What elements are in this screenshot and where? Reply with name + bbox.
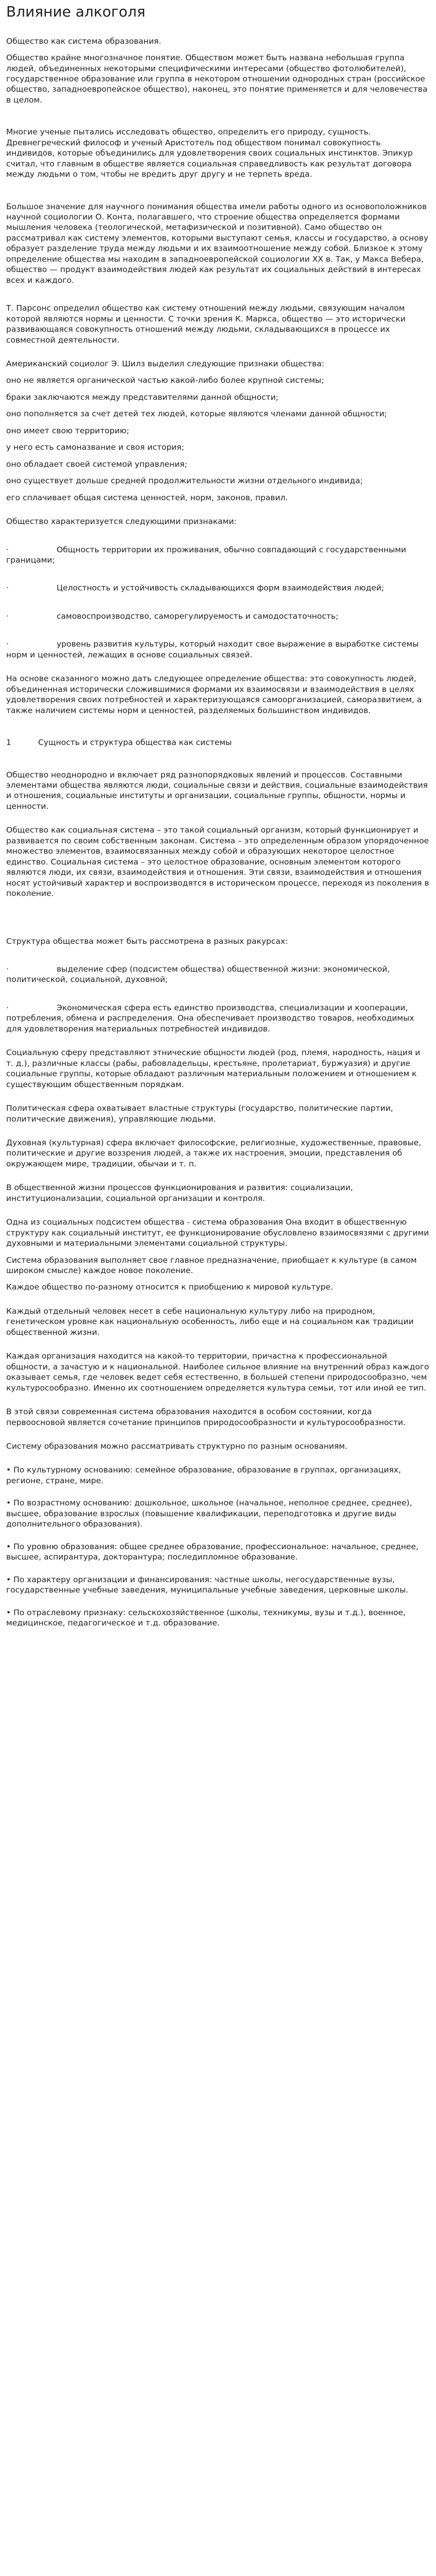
page-title: Влияние алкоголя xyxy=(6,3,146,20)
bullet-item xyxy=(6,1003,430,1034)
paragraph: Систему образования можно рассматривать структурно по разным основаниям. xyxy=(6,1442,347,1451)
list-item: у него есть самоназвание и своя история; xyxy=(6,443,184,452)
paragraph: Общество характеризуется следующими признаками: xyxy=(6,517,237,527)
bullet-item xyxy=(6,545,430,566)
bullet-icon: · xyxy=(6,611,9,621)
paragraph: Американский социолог Э. Шилз выделил следующие признаки общества: xyxy=(6,359,325,369)
paragraph: Каждый отдельный человек несет в себе национальную культуру либо на природном, генетическом уровне как национальную особенность, либо еще и на социальном как традиции общественной жизни. xyxy=(6,1306,414,1337)
list-item: • По отраслевому признаку: сельскохозяйственное (школы, техникумы, вузы и т.д.), военное, медицинское, педагогическое и т.д. образование. xyxy=(6,1607,406,1628)
bullet-item xyxy=(6,611,430,621)
paragraph: Большое значение для научного понимания общества имели работы одного из основоположников научной социологии О. Конта, полагавшего, что строение общества определяется формами мышления человека (теологической, метафизической и позитивной). Само общество он рассматривал как систему элементов, которыми выступают семья, классы и государство, а основу образует разделение труда между людьми и их взаимоотношение между собой. Близкое к этому определение общества мы находим в западноевропейской социологии XX в. Так, у Макса Вебера, общество — продукт взаимодействия людей как результат их социальных действий в интересах всех и каждого. xyxy=(6,201,429,285)
list-item: • По культурному основанию: семейное образование, образование в группах, организациях, регионе, стране, мире. xyxy=(6,1465,401,1485)
paragraph: Общество неоднородно и включает ряд разнопорядковых явлений и процессов. Составными элементами общества являются люди, социальные связи и действия, социальные взаимодействия и отношения, социальные институты и организации, социальные группы, общности, нормы и ценности. xyxy=(6,770,428,811)
bullet-text: Экономическая сфера есть единство производства, специализации и кооперации, потребления, обмена и распределения. Она обеспечивает производство товаров, необходимых для удовлетворения материальных потребностей индивидов. xyxy=(6,1003,414,1033)
bullet-icon: · xyxy=(6,964,9,974)
list-item: • По возрастному основанию: дошкольное, школьное (начальное, неполное среднее, среднее), высшее, образование взрослых (повышение квалификации, переподготовка и другие виды дополнительного образования). xyxy=(6,1498,412,1529)
list-item: оно не является органической частью какой-либо более крупной системы; xyxy=(6,376,324,385)
list-item: • По характеру организации и финансирования: частные школы, негосударственные вузы, государственные учебные заведения, муниципальные учебные заведения, церковные школы. xyxy=(6,1574,409,1595)
paragraph: Общество как социальная система – это такой социальный организм, который функционирует и развивается по своим собственным законам. Система – это определенным образом упорядоченное множество элементов, взаимосвязанных между собой и образующих некоторое целостное единство. Социальная система – это целостное образование, основным элементом которого являются люди, их связи, взаимодействия и отношения. Эти связи, взаимодействия и отношения носят устойчивый характер и воспроизводятся в историческом процессе, переходя из поколения в поколение. xyxy=(6,825,429,899)
paragraph: Система образования выполняет свое главное предназначение, приобщает к культуре (в самом широком смысле) каждое новое поколение. xyxy=(6,1255,417,1276)
bullet-icon: · xyxy=(6,1003,9,1012)
section-title: Сущность и структура общества как системы xyxy=(38,738,232,748)
list-item: оно обладает своей системой управления; xyxy=(6,459,187,469)
paragraph: В этой связи современная система образования находится в особом состоянии, когда первоосновой является сочетание принципов природосообразности и культуросообразности. xyxy=(6,1407,406,1427)
paragraph: Духовная (культурная) сфера включает философские, религиозные, художественные, правовые, политические и другие воззрения людей, а также их настроения, эмоции, представления об окружающем мире, традиции, обычаи и т. п. xyxy=(6,1138,422,1168)
list-item: оно существует дольше средней продолжительности жизни отдельного индивида; xyxy=(6,476,363,486)
bullet-item xyxy=(6,964,430,985)
paragraph: На основе сказанного можно дать следующее определение общества: это совокупность людей, объединенная исторически сложившимися формами их взаимосвязи и взаимодействия в целях удовлетворения своих потребностей и характеризующаяся самоорганизацией, саморазвитием, а также наличием системы норм и ценностей, разделяемых большинством индивидов. xyxy=(6,674,422,715)
paragraph: Каждое общество по-разному относится к приобщению к мировой культуре. xyxy=(6,1282,333,1292)
bullet-text: Общность территории их проживания, обычно совпадающий с государственными границами; xyxy=(6,545,407,565)
paragraph: Социальную сферу представляют этнические общности людей (род, племя, народность, нация и т. д.), различные классы (рабы, рабовладельцы, крестьяне, пролетариат, буржуазия) и другие социальные группы, которые обладают различным материальным положением и отношением к существующим общественным порядкам. xyxy=(6,1048,421,1089)
bullet-item xyxy=(6,583,430,593)
bullet-text: уровень развития культуры, который находит свое выражение в выработке системы норм и ценностей, лежащих в основе социальных связей. xyxy=(6,639,419,659)
bullet-icon: · xyxy=(6,545,9,554)
paragraph: Многие ученые пытались исследовать общество, определить его природу, сущность. Древнегреческий философ и ученый Аристотель под обществом понимал совокупность индивидов, которые объединились для удовлетворения своих социальных инстинктов. Эпикур считал, что главным в обществе является социальная справедливость как результат договора между людьми о том, чтобы не вредить друг другу и не терпеть вреда. xyxy=(6,127,413,179)
paragraph: Политическая сфера охватывает властные структуры (государство, политические партии, политические движения), управляющие людьми. xyxy=(6,1104,393,1124)
list-item: браки заключаются между представителями данной общности; xyxy=(6,392,278,402)
bullet-text: самовоспроизводство, саморегулируемость и самодостаточность; xyxy=(57,611,339,621)
bullet-text: выделение сфер (подсистем общества) общественной жизни: экономической, политической, социальной, духовной; xyxy=(6,964,390,985)
bullet-text: Целостность и устойчивость складывающихся форм взаимодействия людей; xyxy=(57,583,385,593)
bullet-item xyxy=(6,639,430,660)
paragraph: Структура общества может быть рассмотрена в разных ракурсах: xyxy=(6,936,288,946)
bullet-icon: · xyxy=(6,583,9,593)
list-item: • По уровню образования: общее среднее образование, профессиональное: начальное, среднее, высшее, аспирантура, докторантура; последипломное образование. xyxy=(6,1541,418,1562)
list-item: оно пополняется за счет детей тех людей, которые являются членами данной общности; xyxy=(6,409,387,419)
paragraph: Одна из социальных подсистем общества - система образования Она входит в общественную структуру как социальный институт, ее функционирование обусловлено взаимосвязями с другими духовными и материальными элементами социальной структуры. xyxy=(6,1217,429,1248)
paragraph: Общество крайне многозначное понятие. Обществом может быть названа небольшая группа людей, объединенных некоторыми специфическими интересами (общество фотолюбителей), государственное образование или группа в некотором отношении однородных стран (российское общество, западноевропейское общество), наконец, это понятие применяется и для человечества в целом. xyxy=(6,53,428,105)
paragraph: Каждая организация находится на какой-то территории, причастна к профессиональной общности, а зачастую и к национальной. Наиболее сильное влияние на внутренний образ каждого оказывает семья, где человек ведет себя естественно, в большей степени природосообразно, чем культуросообразно. Именно их соотношением определяется культура семьи, тот или иной ее тип. xyxy=(6,1351,429,1393)
section-heading xyxy=(6,737,430,748)
paragraph: Т. Парсонс определил общество как систему отношений между людьми, связующим началом которой являются нормы и ценности. С точки зрения К. Маркса, общество — это исторически развивающаяся совокупность отношений между людьми, складывающихся в процессе их совместной деятельности. xyxy=(6,303,406,345)
section-heading: Общество как система образования. xyxy=(6,36,162,46)
list-item: его сплачивает общая система ценностей, норм, законов, правил. xyxy=(6,493,288,502)
list-item: оно имеет свою территорию; xyxy=(6,426,129,435)
bullet-icon: · xyxy=(6,639,9,649)
paragraph: В общественной жизни процессов функционирования и развития: социализации, институционализации, социальной организации и контроля. xyxy=(6,1183,353,1203)
section-number: 1 xyxy=(6,738,11,748)
